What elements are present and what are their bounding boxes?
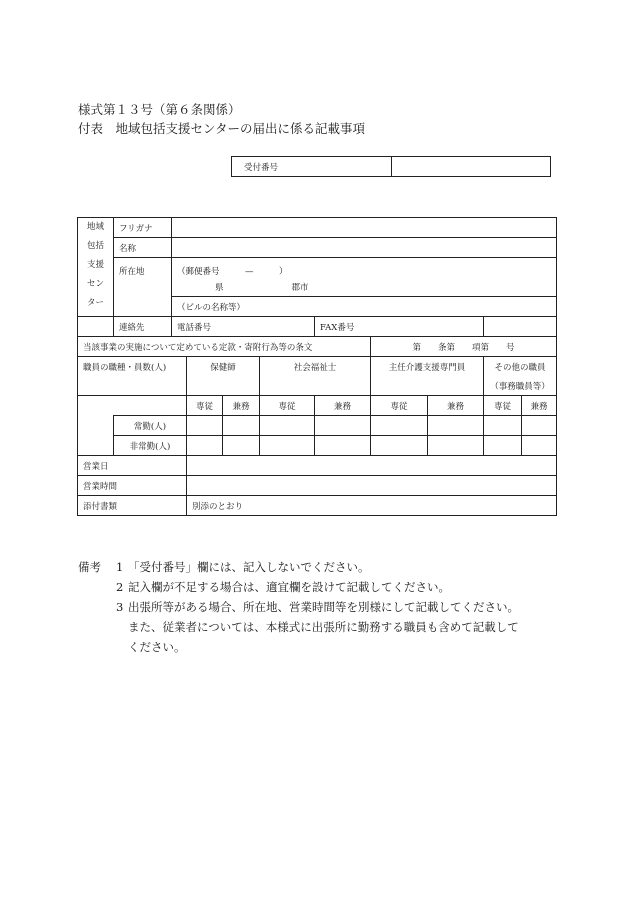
prefecture-city-line: 県 郡市 [215,283,309,293]
remarks-label: 備考 [78,560,101,574]
business-days-label: 営業日 [78,456,187,476]
role-other-staff-note: （事務職員等） [484,376,557,396]
receipt-number-field[interactable] [391,157,550,177]
fulltime-row-label: 常勤(人) [114,416,187,436]
business-days-field[interactable] [187,456,557,476]
fulltime-header: 専従 [260,396,315,416]
attachments-label: 添付書類 [78,496,187,516]
remark-number: 1 [116,560,124,574]
count-cell[interactable] [428,416,484,436]
count-cell[interactable] [223,436,260,456]
address-label: 所在地 [114,258,172,317]
fulltime-header: 専従 [371,396,428,416]
table-row [78,416,557,436]
name-field[interactable] [172,238,557,258]
address-field[interactable] [172,258,557,297]
fulltime-header: 専従 [484,396,522,416]
attachments-field[interactable]: 別添のとおり [187,496,557,516]
articles-label: 当該事業の実施について定めている定款・寄附行為等の条文 [78,337,371,357]
center-label-line: 支援 [86,260,104,270]
building-name-field[interactable]: （ビルの名称等） [172,297,557,317]
phone-field[interactable] [172,317,315,337]
name-label: 名称 [114,238,172,258]
fulltime-header: 専従 [187,396,223,416]
count-cell[interactable] [223,416,260,436]
center-label-line: ター [86,298,104,308]
count-cell[interactable] [522,436,557,456]
receipt-number-label: 受付番号 [232,157,392,177]
fax-label: FAX番号 [320,322,355,333]
form-number: 様式第１３号（第６条関係） [78,102,241,117]
business-hours-label: 営業時間 [78,476,187,496]
count-cell[interactable] [522,416,557,436]
count-cell[interactable] [428,436,484,456]
table-row [78,436,557,456]
center-form-table [77,217,557,516]
count-cell[interactable] [260,416,315,436]
center-label-line: セン [86,279,104,289]
count-cell[interactable] [260,436,315,456]
staff-label: 職員の職種・員数(人) [78,357,187,396]
count-cell[interactable] [484,416,522,436]
remark-text: 「受付番号」欄には、記入しないでください。 [128,560,370,574]
role-public-health-nurse: 保健師 [187,357,260,396]
furigana-field[interactable] [172,218,557,238]
remark-number: 3 [116,600,124,614]
remark-text: 記入欄が不足する場合は、適宜欄を設けて記載してください。 [128,580,450,594]
count-cell[interactable] [315,416,371,436]
remarks [78,557,519,657]
parttime-row-label: 非常勤(人) [114,436,187,456]
count-cell[interactable] [187,436,223,456]
role-chief-care-manager: 主任介護支援専門員 [371,357,484,396]
count-cell[interactable] [484,436,522,456]
contact-label: 連絡先 [114,317,172,337]
receipt-number-table [231,156,551,177]
concurrent-header: 兼務 [223,396,260,416]
role-social-worker: 社会福祉士 [260,357,371,396]
postal-code-line: （郵便番号 — ） [177,267,288,277]
phone-label: 電話番号 [177,322,212,333]
articles-field[interactable]: 第 条第 項第 号 [371,337,557,357]
remark-continuation: また、従業者については、本様式に出張所に勤務する職員も含めて記載して [128,620,519,634]
fax-field[interactable] [315,317,484,337]
count-cell[interactable] [371,416,428,436]
remark-number: 2 [116,580,124,594]
center-vertical-label [78,218,114,317]
center-label-line: 地域 [86,222,104,232]
concurrent-header: 兼務 [522,396,557,416]
furigana-label: フリガナ [114,218,172,238]
remark-continuation: ください。 [128,640,186,654]
concurrent-header: 兼務 [315,396,371,416]
count-cell[interactable] [187,416,223,436]
count-cell[interactable] [371,436,428,456]
contact-extra-field[interactable] [484,317,557,337]
count-cell[interactable] [315,436,371,456]
business-hours-field[interactable] [187,476,557,496]
concurrent-header: 兼務 [428,396,484,416]
center-label-line: 包括 [86,241,104,251]
form-title: 付表 地域包括支援センターの届出に係る記載事項 [78,121,366,136]
role-other-staff: その他の職員 [484,357,557,377]
remark-text: 出張所等がある場合、所在地、営業時間等を別様にして記載してください。 [128,600,519,614]
